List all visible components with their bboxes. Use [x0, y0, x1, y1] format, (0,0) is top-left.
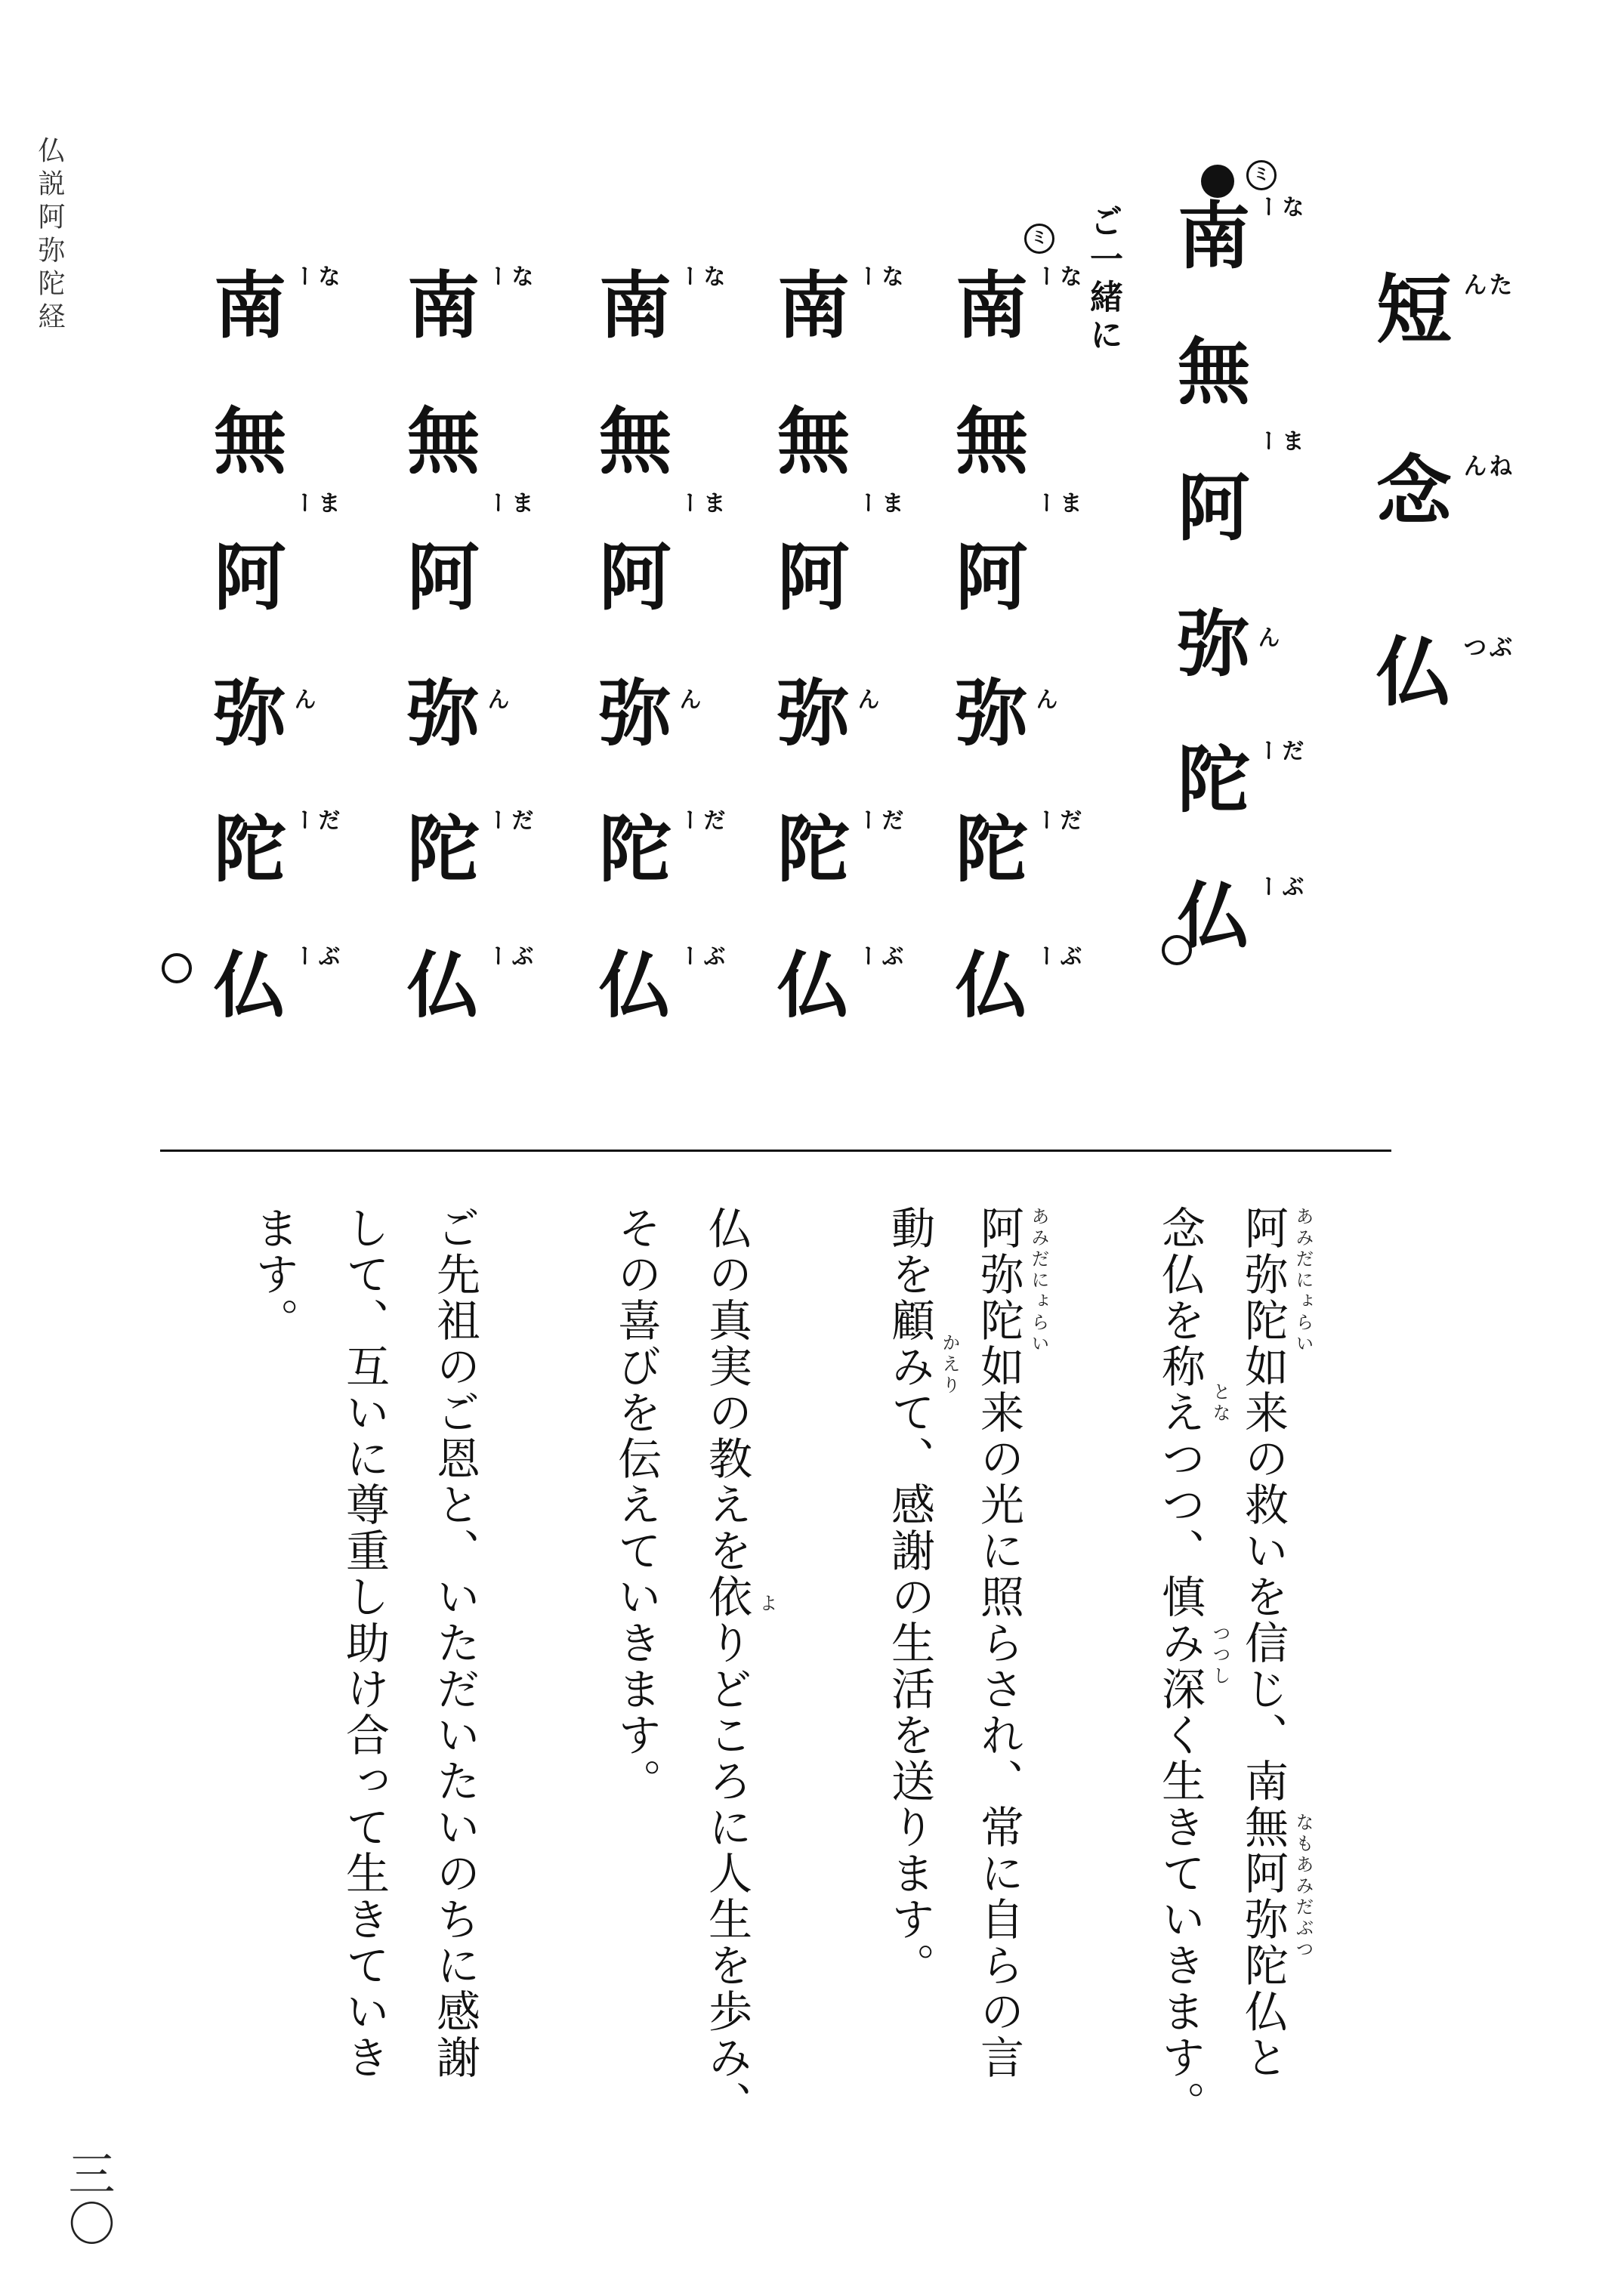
chant-reading: なー	[853, 264, 903, 287]
chant-reading: ん	[483, 687, 509, 710]
chant-char: 仏	[214, 943, 286, 1028]
chant-char: 阿	[599, 535, 672, 620]
chant-reading: だー	[289, 808, 340, 831]
chant-char: 阿	[214, 535, 286, 620]
chant-char: 南	[956, 263, 1028, 348]
chant-char: 弥	[214, 671, 286, 756]
chant-reading: ん	[853, 687, 879, 710]
chant-char: 仏	[407, 943, 480, 1028]
prose-furigana: なもあみだぶつ	[1292, 1813, 1314, 1961]
page-number: 三〇	[60, 2149, 116, 2249]
prose-line: 念仏を称えつつ、慎み深く生きていきます。	[1154, 1205, 1206, 2127]
together-label: ご一緒に	[1084, 204, 1122, 355]
chant-reading: まー	[675, 491, 725, 514]
chant-reading: なー	[675, 264, 725, 287]
chant-char: 弥	[956, 671, 1028, 756]
end-circle-icon	[1162, 935, 1192, 965]
chant-char: 南	[599, 263, 672, 348]
prose-line: して、互いに尊重し助け合って生きていき	[338, 1205, 390, 2081]
chant-char: 陀	[599, 807, 672, 892]
chant-reading: まー	[853, 491, 903, 514]
end-circle-icon	[162, 953, 192, 983]
chant-char: 無	[1178, 329, 1250, 415]
chant-char: 陀	[214, 807, 286, 892]
chant-reading: ぶー	[1253, 875, 1304, 897]
prose-furigana: よ	[756, 1594, 777, 1615]
chant-char: 阿	[407, 535, 480, 620]
prose-line: ご先祖のご恩と、いただいたいのちに感謝	[429, 1205, 480, 2081]
chant-reading: ん	[1253, 625, 1280, 648]
chant-char: 仏	[956, 943, 1028, 1028]
section-divider	[160, 1150, 1391, 1152]
chant-char: 南	[407, 263, 480, 348]
chant-reading: まー	[1031, 491, 1082, 514]
prose-line: 阿弥陀如来の光に照らされ、常に自らの言	[973, 1205, 1024, 2081]
prose-line: その喜びを伝えていきます。	[610, 1205, 662, 1804]
chant-reading: だー	[1031, 808, 1082, 831]
chant-reading: ん	[675, 687, 701, 710]
chant-char: 弥	[777, 671, 850, 756]
title-reading: たん	[1459, 272, 1514, 296]
chant-reading: まー	[1253, 429, 1304, 452]
title-char: 仏	[1376, 628, 1452, 717]
prose-line: 仏の真実の教えを依りどころに人生を歩み、	[701, 1205, 752, 2127]
mi-mark: ミ	[1246, 160, 1277, 190]
chant-char: 弥	[599, 671, 672, 756]
chant-char: 陀	[956, 807, 1028, 892]
mi-mark: ミ	[1024, 224, 1054, 254]
chant-char: 阿	[777, 535, 850, 620]
chant-reading: だー	[675, 808, 725, 831]
chant-reading: だー	[1253, 739, 1304, 761]
chant-reading: だー	[483, 808, 533, 831]
prose-furigana: とな	[1209, 1382, 1230, 1424]
chant-char: 仏	[777, 943, 850, 1028]
title-reading: ねん	[1459, 453, 1514, 477]
chant-char: 仏	[599, 943, 672, 1028]
title-char: 念	[1376, 446, 1452, 535]
chant-reading: ん	[1031, 687, 1057, 710]
title-reading: ぶつ	[1459, 634, 1514, 659]
chant-char: 陀	[407, 807, 480, 892]
chant-char: 無	[407, 399, 480, 484]
chant-reading: なー	[289, 264, 340, 287]
chant-reading: なー	[1031, 264, 1082, 287]
chant-reading: まー	[483, 491, 533, 514]
prose-line: ます。	[248, 1205, 299, 1344]
chant-reading: ぶー	[853, 944, 903, 967]
chant-reading: なー	[483, 264, 533, 287]
chant-char: 陀	[1178, 737, 1250, 822]
chant-char: 弥	[1178, 601, 1250, 687]
chant-char: 南	[777, 263, 850, 348]
chant-reading: ぶー	[1031, 944, 1082, 967]
title-char: 短	[1376, 265, 1452, 354]
chant-reading: だー	[853, 808, 903, 831]
chant-reading: なー	[1253, 195, 1304, 218]
chant-char: 南	[1178, 193, 1250, 279]
chant-char: 無	[956, 399, 1028, 484]
prose-furigana: つつし	[1209, 1624, 1230, 1687]
prose-line: 阿弥陀如来の救いを信じ、南無阿弥陀仏と	[1237, 1205, 1289, 2081]
chant-reading: ぶー	[289, 944, 340, 967]
prose-furigana: かえり	[939, 1333, 960, 1396]
chant-char: 陀	[777, 807, 850, 892]
chant-char: 阿	[1178, 465, 1250, 551]
chant-char: 阿	[956, 535, 1028, 620]
sutra-name: 仏説阿弥陀経	[34, 136, 65, 335]
chant-char: 南	[214, 263, 286, 348]
chant-char: 仏	[1178, 873, 1250, 958]
chant-reading: まー	[289, 491, 340, 514]
chant-char: 無	[777, 399, 850, 484]
chant-reading: ん	[289, 687, 316, 710]
chant-reading: ぶー	[675, 944, 725, 967]
chant-reading: ぶー	[483, 944, 533, 967]
chant-char: 無	[599, 399, 672, 484]
prose-furigana: あみだにょらい	[1028, 1207, 1049, 1355]
prose-furigana: あみだにょらい	[1292, 1207, 1314, 1355]
prose-line: 動を顧みて、感謝の生活を送ります。	[884, 1205, 935, 1989]
chant-char: 無	[214, 399, 286, 484]
chant-char: 弥	[407, 671, 480, 756]
